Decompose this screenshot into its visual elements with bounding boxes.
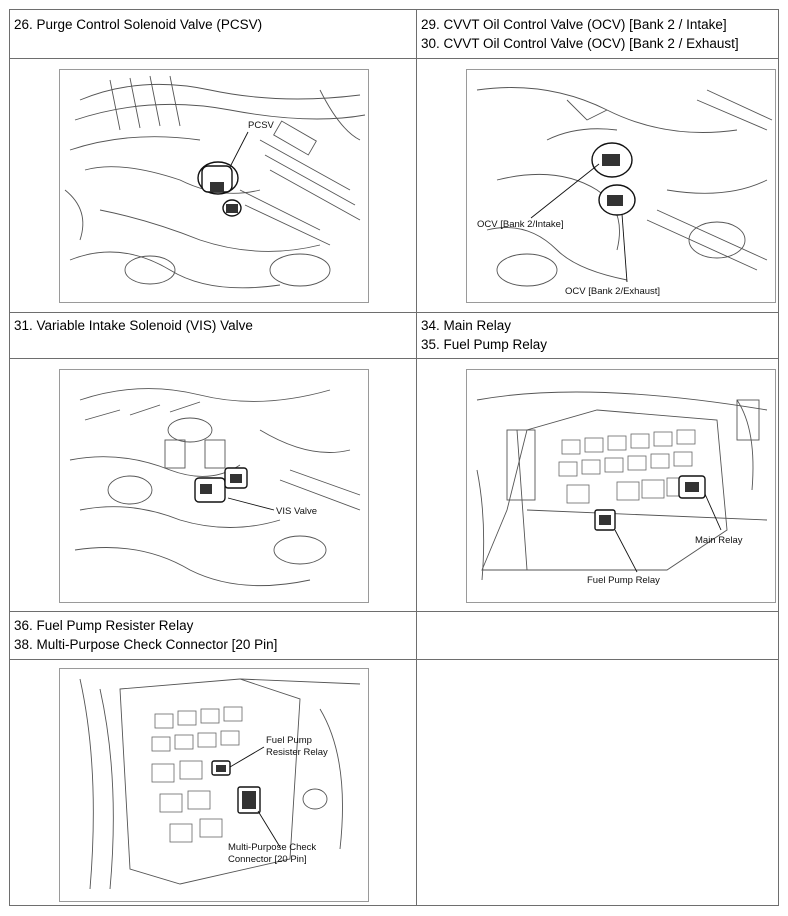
cell-header-resister xyxy=(14,616,277,654)
callout-resister-relay-line2: Resister Relay xyxy=(266,747,328,758)
callout-main-relay: Main Relay xyxy=(695,535,743,546)
row-divider xyxy=(9,358,779,359)
ocv-engine-drawing xyxy=(467,70,775,302)
callout-ocv-intake: OCV [Bank 2/Intake] xyxy=(477,219,564,230)
relay-box-figure xyxy=(466,369,776,603)
header-line: 26. Purge Control Solenoid Valve (PCSV) xyxy=(14,17,263,32)
cell-header-pcsv xyxy=(14,15,262,34)
relay-box-drawing xyxy=(467,370,775,602)
vis-engine-drawing xyxy=(60,370,368,602)
header-line: 38. Multi-Purpose Check Connector [20 Pin] xyxy=(14,637,278,652)
empty-cell xyxy=(417,612,778,905)
callout-check-connector-line1: Multi-Purpose Check xyxy=(228,842,317,853)
check-connector-figure xyxy=(59,668,369,902)
cell-header-ocv xyxy=(421,15,739,53)
callout-check-connector-line2: Connector [20 Pin] xyxy=(228,854,307,865)
pcsv-engine-drawing xyxy=(60,70,368,302)
header-line: 30. CVVT Oil Control Valve (OCV) [Bank 2 / Exhaust] xyxy=(421,36,739,51)
callout-fuel-pump-line1: Fuel Pump xyxy=(266,735,312,746)
fuse-box-drawing xyxy=(60,669,368,901)
row-divider xyxy=(9,58,779,59)
vis-figure xyxy=(59,369,369,603)
pcsv-figure xyxy=(59,69,369,303)
cell-header-relays xyxy=(421,316,547,354)
callout-pcsv: PCSV xyxy=(248,120,274,131)
header-line: 34. Main Relay xyxy=(421,318,512,333)
row-divider xyxy=(9,312,779,313)
ocv-figure xyxy=(466,69,776,303)
callout-ocv-exhaust: OCV [Bank 2/Exhaust] xyxy=(565,286,661,297)
header-line: 36. Fuel Pump Resister Relay xyxy=(14,618,194,633)
callout-vis-valve: VIS Valve xyxy=(276,506,318,517)
callout-fuel-pump-relay: Fuel Pump Relay xyxy=(587,575,660,586)
cell-header-vis xyxy=(14,316,253,335)
header-line: 29. CVVT Oil Control Valve (OCV) [Bank 2 / Intake] xyxy=(421,17,727,32)
header-line: 31. Variable Intake Solenoid (VIS) Valve xyxy=(14,318,253,333)
header-line: 35. Fuel Pump Relay xyxy=(421,337,548,352)
